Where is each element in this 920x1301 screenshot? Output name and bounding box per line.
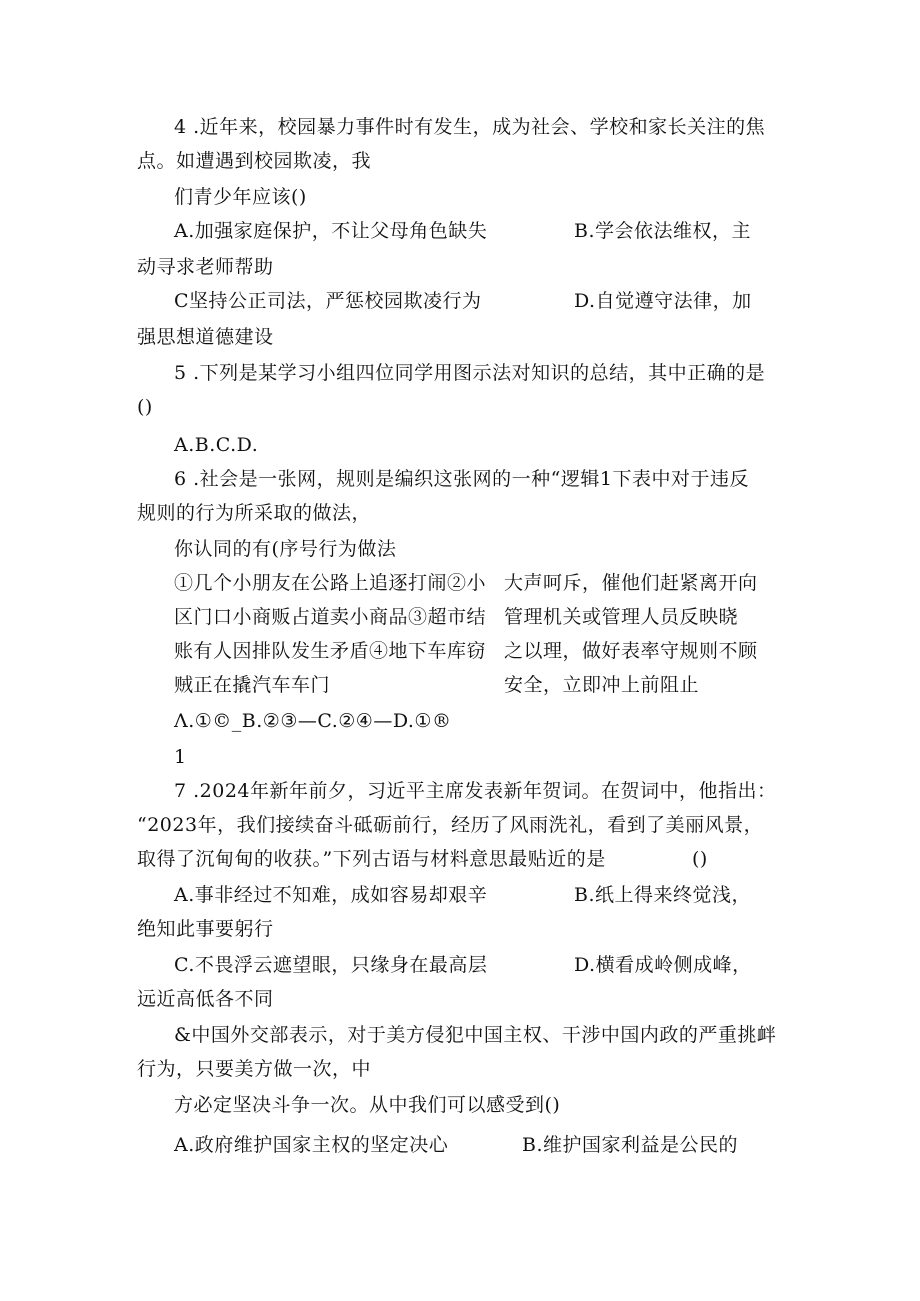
q4-option-c: C坚持公正司法，严惩校园欺凌行为 xyxy=(174,290,482,312)
q4-stem-line-1: 4 .近年来，校园暴力事件时有发生，成为社会、学校和家长关注的焦 xyxy=(174,116,766,138)
q7-stem-line-3: 取得了沉甸甸的收获。”下列古语与材料意思最贴近的是 xyxy=(137,848,606,870)
q7-option-b: B.纸上得来终觉浅， xyxy=(574,884,752,906)
q8-stem-line-2: 行为，只要美方做一次，中 xyxy=(137,1058,372,1080)
q8-option-a: A.政府维护国家主权的坚定决心 xyxy=(174,1134,449,1156)
q6-behavior-line-2: 区门口小商贩占道卖小商品③超市结 xyxy=(174,606,487,628)
q6-approach-line-1: 大声呵斥，催他们赶紧离开向 xyxy=(504,572,758,594)
q6-trailing-mark: 1 xyxy=(174,746,187,768)
q8-stem-line-1: &中国外交部表示，对于美方侵犯中国主权、干涉中国内政的严重挑衅 xyxy=(174,1024,777,1046)
q6-approach-line-4: 安全，立即冲上前阻止 xyxy=(504,674,700,696)
q5-stem-line-1: 5 .下列是某学习小组四位同学用图示法对知识的总结，其中正确的是 xyxy=(174,362,766,384)
q5-options: A.B.C.D. xyxy=(174,434,259,456)
q7-option-d: D.横看成岭侧成峰， xyxy=(574,954,752,976)
q6-approach-line-3: 之以理，做好表率守规则不顾 xyxy=(504,640,758,662)
q7-option-a: A.事非经过不知难，成如容易却艰辛 xyxy=(174,884,488,906)
q6-stem-line-3: 你认同的有(序号行为做法 xyxy=(174,538,397,560)
q6-options: Λ.①©_B.②③—C.②④—D.①® xyxy=(174,710,452,732)
q4-option-d: D.自觉遵守法律，加 xyxy=(574,290,752,312)
q6-stem-line-1: 6 .社会是一张网，规则是编织这张网的一种“逻辑1下表中对于违反 xyxy=(174,468,749,490)
q8-stem-line-3: 方必定坚决斗争一次。从中我们可以感受到() xyxy=(174,1094,561,1116)
q8-option-b: B.维护国家利益是公民的 xyxy=(522,1134,739,1156)
q6-behavior-line-3: 账有人因排队发生矛盾④地下车库窃 xyxy=(174,640,487,662)
q6-stem-line-2: 规则的行为所采取的做法， xyxy=(137,502,372,524)
q7-answer-blank: () xyxy=(692,848,708,870)
q6-behavior-line-4: 贼正在撬汽车车门 xyxy=(174,674,331,696)
q6-behavior-line-1: ①几个小朋友在公路上追逐打闹②小 xyxy=(174,572,487,594)
q4-option-d-continued: 强思想道德建设 xyxy=(137,326,274,348)
q4-stem-line-2: 点。如遭遇到校园欺凌，我 xyxy=(137,150,372,172)
q7-option-d-continued: 远近高低各不同 xyxy=(137,988,274,1010)
q7-stem-line-2: “2023年，我们接续奋斗砥砺前行，经历了风雨洗礼，看到了美丽风景， xyxy=(137,814,764,836)
q4-option-b: B.学会依法维权，主 xyxy=(574,220,752,242)
q4-option-b-continued: 动寻求老师帮助 xyxy=(137,256,274,278)
q5-stem-line-2: () xyxy=(137,396,153,418)
q7-option-b-continued: 绝知此事要躬行 xyxy=(137,918,274,940)
q4-option-a: A.加强家庭保护，不让父母角色缺失 xyxy=(174,220,488,242)
q7-option-c: C.不畏浮云遮望眼，只缘身在最高层 xyxy=(174,954,488,976)
q7-stem-line-1: 7 .2024年新年前夕，习近平主席发表新年贺词。在贺词中，他指出： xyxy=(174,780,777,802)
q6-approach-line-2: 管理机关或管理人员反映晓 xyxy=(504,606,739,628)
q4-stem-line-3: 们青少年应该() xyxy=(174,186,307,208)
